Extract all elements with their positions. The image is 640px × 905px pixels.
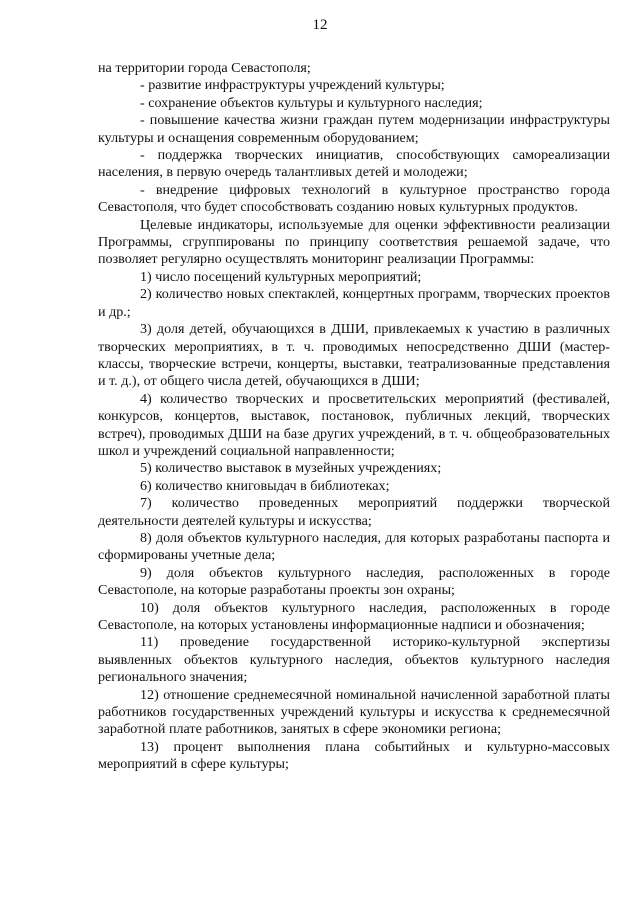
- paragraph: 6) количество книговыдач в библиотеках;: [140, 477, 390, 494]
- paragraph: Целевые индикаторы, используемые для оценки эффективности реализации Программы, сгруппированы по принципу соответствия решаемой задаче, что позволяет регулярно осуществлять мониторинг реализации Программы:: [98, 216, 610, 268]
- paragraph: - сохранение объектов культуры и культурного наследия;: [140, 94, 483, 111]
- paragraph: 2) количество новых спектаклей, концертных программ, творческих проектов и др.;: [98, 286, 610, 320]
- paragraph: 11) проведение государственной историко-культурной экспертизы выявленных объектов культурного наследия, объектов культурного наследия регионального значения;: [98, 634, 610, 686]
- page-number: 12: [312, 17, 328, 33]
- paragraph: 4) количество творческих и просветительских мероприятий (фестивалей, конкурсов, концертов, выставок, постановок, публичных лекций, творческих встреч), проводимых ДШИ на базе других учреждений, в т. ч. общеобразовательных школ и учреждений социальной направленности;: [98, 390, 610, 459]
- paragraph: - развитие инфраструктуры учреждений культуры;: [140, 77, 445, 94]
- paragraph: 13) процент выполнения плана событийных и культурно-массовых мероприятий в сфере культуры;: [98, 738, 610, 773]
- paragraph: 8) доля объектов культурного наследия, для которых разработаны паспорта и сформированы учетные дела;: [98, 529, 610, 564]
- paragraph: 3) доля детей, обучающихся в ДШИ, привлекаемых к участию в различных творческих мероприятиях, в т. ч. проводимых непосредственно ДШИ (мастер-классы, творческие встречи, концерты, выставки, театрализованные представления и т. д.), от общего числа детей, обучающихся в ДШИ;: [98, 321, 610, 390]
- paragraph: 7) количество проведенных мероприятий поддержки творческой деятельности деятелей культуры и искусства;: [98, 495, 610, 529]
- paragraph: 5) количество выставок в музейных учреждениях;: [140, 460, 442, 477]
- paragraph: - повышение качества жизни граждан путем модернизации инфраструктуры культуры и оснащения современным оборудованием;: [98, 112, 610, 146]
- paragraph: 10) доля объектов культурного наследия, расположенных в городе Севастополе, на которых установлены информационные надписи и обозначения;: [98, 599, 610, 633]
- paragraph: 9) доля объектов культурного наследия, расположенных в городе Севастополе, на которые разработаны проекты зон охраны;: [98, 564, 610, 599]
- paragraph: - поддержка творческих инициатив, способствующих самореализации населения, в первую очередь талантливых детей и молодежи;: [98, 147, 610, 181]
- paragraph: на территории города Севастополя;: [98, 60, 311, 76]
- paragraph: 12) отношение среднемесячной номинальной начисленной заработной платы работников государственных учреждений культуры и искусства к среднемесячной заработной плате работников, занятых в сфере экономики региона;: [98, 686, 610, 738]
- document-body: [98, 60, 610, 774]
- paragraph: 1) число посещений культурных мероприятий;: [140, 268, 422, 285]
- paragraph: - внедрение цифровых технологий в культурное пространство города Севастополя, что будет способствовать созданию новых культурных продуктов.: [98, 181, 610, 216]
